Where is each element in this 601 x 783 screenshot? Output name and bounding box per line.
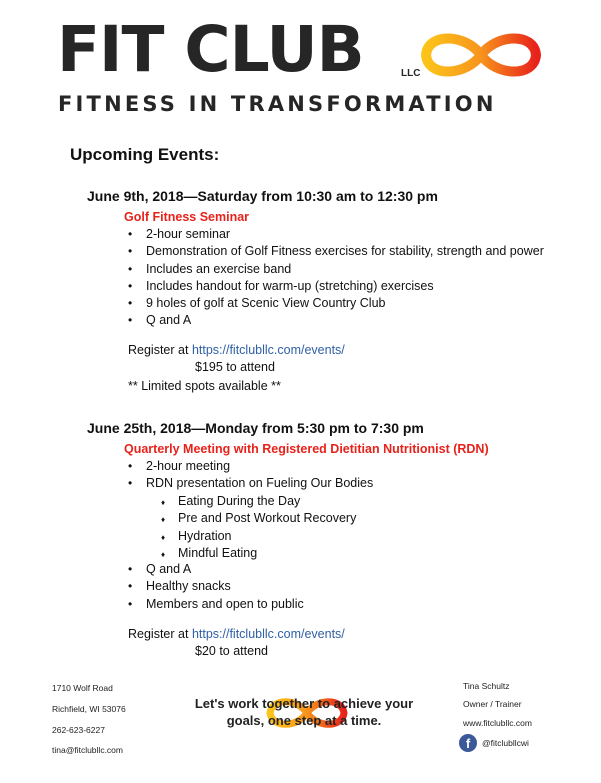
- event-1-list: [128, 226, 544, 330]
- event-1-note: ** Limited spots available **: [128, 379, 281, 393]
- logo-llc: LLC: [401, 68, 421, 79]
- list-item: • Q and A: [128, 312, 544, 329]
- register-label: Register at: [128, 343, 189, 357]
- slogan-line-2: goals, one step at a time.: [226, 713, 382, 728]
- list-item: • 9 holes of golf at Scenic View Country Club: [128, 295, 544, 312]
- event-2-sublist: [161, 493, 356, 562]
- list-item: • Q and A: [128, 561, 304, 578]
- event-1-price: $195 to attend: [195, 360, 275, 374]
- event-1-date: June 9th, 2018—Saturday from 10:30 am to 12:30 pm: [87, 188, 438, 204]
- list-item: • Healthy snacks: [128, 578, 304, 595]
- footer-facebook-handle[interactable]: @fitclubllcwi: [482, 738, 529, 748]
- list-item: • RDN presentation on Fueling Our Bodies: [128, 475, 373, 492]
- list-item: • Includes an exercise band: [128, 261, 544, 278]
- event-2-register: [128, 627, 345, 641]
- footer-email[interactable]: tina@fitclubllc.com: [52, 745, 123, 755]
- footer-contact-name: Tina Schultz: [463, 681, 510, 691]
- footer-contact-role: Owner / Trainer: [463, 699, 522, 709]
- footer-slogan: [178, 695, 430, 729]
- list-item: • 2-hour meeting: [128, 458, 373, 475]
- infinity-logo-icon: [416, 26, 546, 84]
- page-heading: Upcoming Events:: [70, 145, 220, 164]
- sub-list-item: ♦ Eating During the Day: [161, 493, 356, 510]
- footer-phone: 262-623-6227: [52, 725, 105, 735]
- footer-address-street: 1710 Wolf Road: [52, 683, 113, 693]
- sub-list-item: ♦ Hydration: [161, 528, 356, 545]
- list-item: • Includes handout for warm-up (stretching) exercises: [128, 278, 544, 295]
- event-1-register: [128, 343, 345, 357]
- list-item: • 2-hour seminar: [128, 226, 544, 243]
- list-item: • Demonstration of Golf Fitness exercises for stability, strength and power: [128, 243, 544, 260]
- event-2-title: Quarterly Meeting with Registered Dietitian Nutritionist (RDN): [124, 442, 489, 456]
- event-2-price: $20 to attend: [195, 644, 268, 658]
- sub-list-item: ♦ Mindful Eating: [161, 545, 356, 562]
- sub-list-item: ♦ Pre and Post Workout Recovery: [161, 510, 356, 527]
- footer-address-city: Richfield, WI 53076: [52, 704, 126, 714]
- slogan-line-1: Let's work together to achieve your: [194, 696, 414, 711]
- event-2-list-bottom: [128, 561, 304, 613]
- list-item: • Members and open to public: [128, 596, 304, 613]
- event-1-register-link[interactable]: https://fitclubllc.com/events/: [191, 343, 345, 357]
- logo-wordmark: FIT CLUB: [57, 13, 364, 86]
- facebook-icon[interactable]: f: [459, 734, 477, 752]
- register-label: Register at: [128, 627, 189, 641]
- logo-tagline: FITNESS IN TRANSFORMATION: [58, 92, 497, 116]
- event-1-title: Golf Fitness Seminar: [124, 210, 250, 224]
- event-2-date: June 25th, 2018—Monday from 5:30 pm to 7:30 pm: [87, 420, 424, 436]
- footer-website[interactable]: www.fitclubllc.com: [463, 718, 532, 728]
- event-2-list-top: [128, 458, 373, 493]
- event-2-register-link[interactable]: https://fitclubllc.com/events/: [191, 627, 345, 641]
